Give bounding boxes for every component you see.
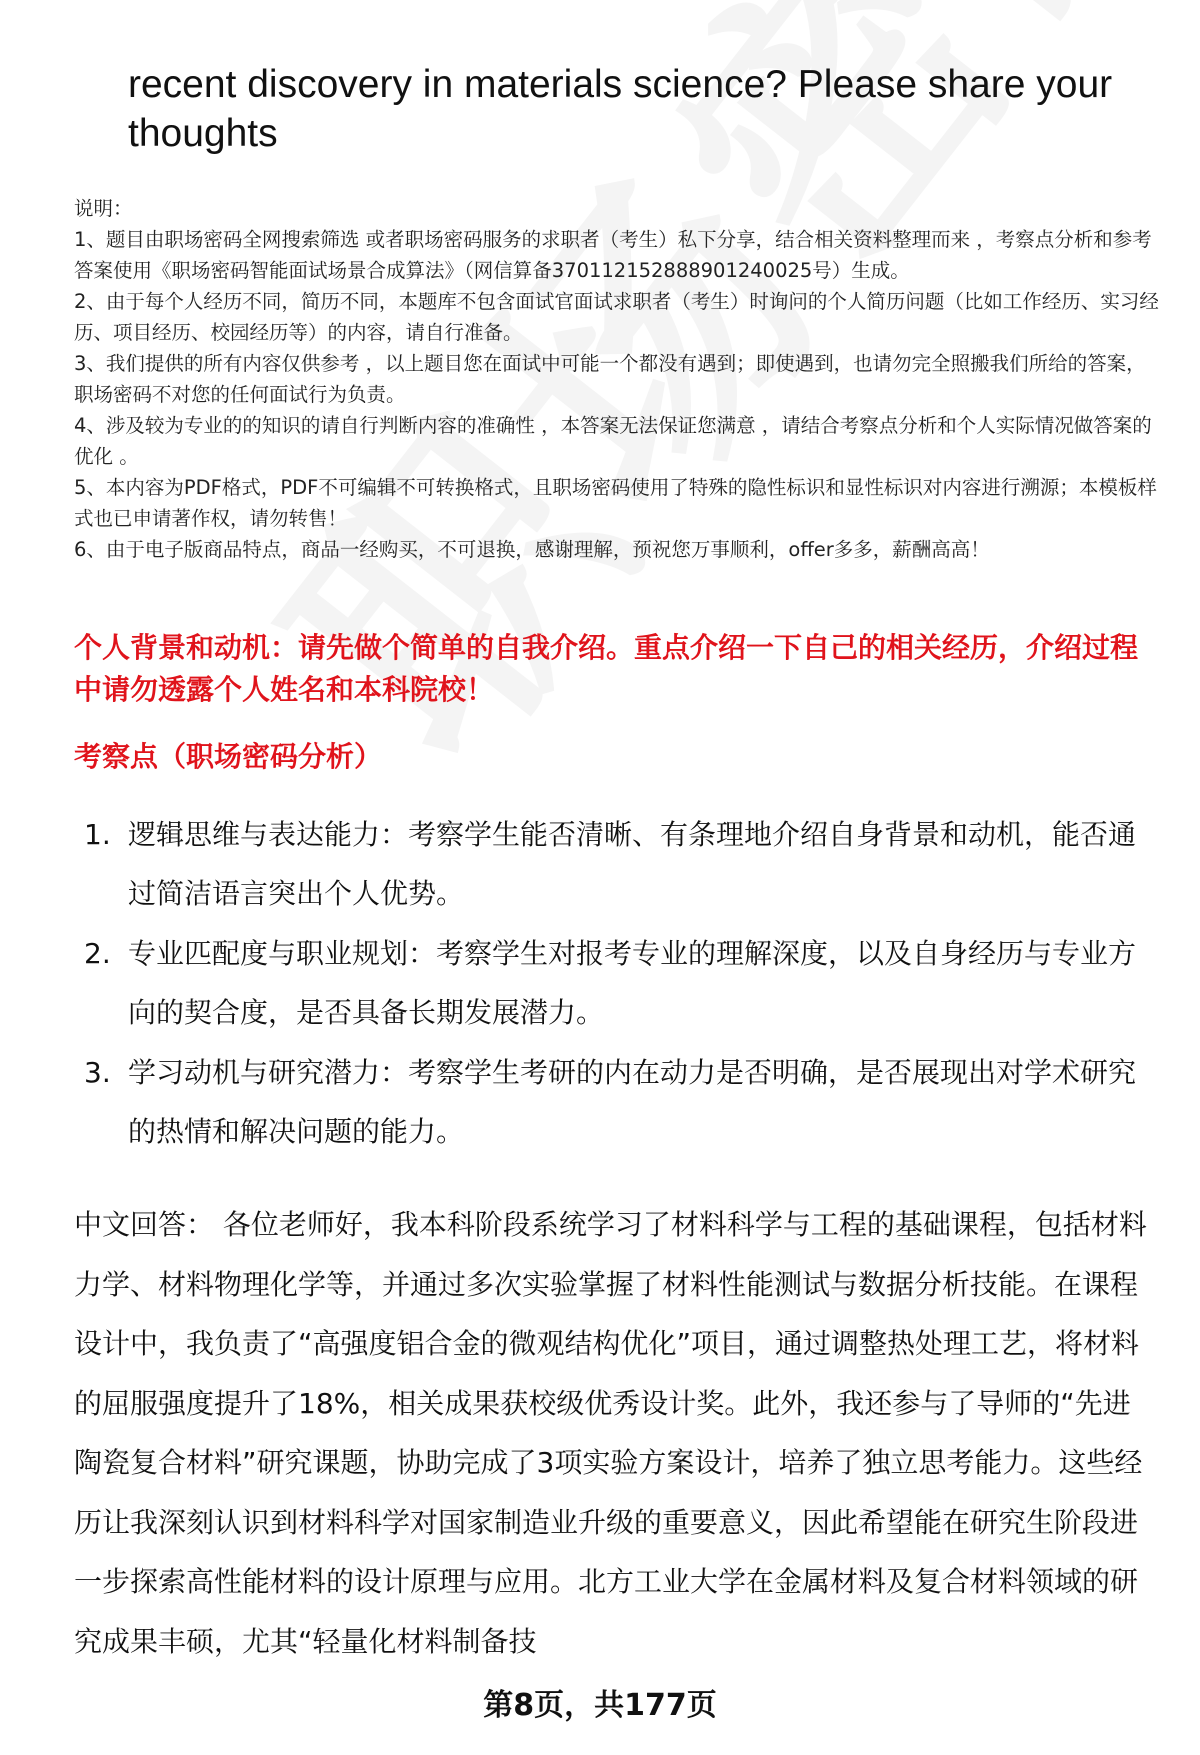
note-item: 3、我们提供的所有内容仅供参考 ，以上题目您在面试中可能一个都没有遇到；即使遇到，也请勿完全照搬我们所给的答案，职场密码不对您的任何面试行为负责。 — [74, 352, 1146, 406]
analysis-point — [84, 805, 1144, 923]
notes-title: 说明： — [74, 197, 133, 220]
section-heading: 个人背景和动机：请先做个简单的自我介绍。重点介绍一下自己的相关经历，介绍过程中请勿透露个人姓名和本科院校！ — [74, 631, 1139, 706]
note-item: 2、由于每个人经历不同，简历不同，本题库不包含面试官面试求职者（考生）时询问的个人简历问题（比如工作经历、实习经历、项目经历、校园经历等）的内容，请自行准备。 — [74, 290, 1159, 344]
answer-label: 中文回答： — [74, 1208, 215, 1241]
note-item: 4、涉及较为专业的的知识的请自行判断内容的准确性 ，本答案无法保证您满意 ，请结合考察点分析和个人实际情况做答案的优化 。 — [74, 414, 1152, 468]
point-number: 2. — [84, 937, 111, 970]
page-number: 第8页，共177页 — [483, 1688, 717, 1723]
point-number: 3. — [84, 1056, 111, 1089]
point-text: 学习动机与研究潜力：考察学生考研的内在动力是否明确，是否展现出对学术研究的热情和解决问题的能力。 — [128, 1056, 1137, 1148]
point-text: 逻辑思维与表达能力：考察学生能否清晰、有条理地介绍自身背景和动机，能否通过简洁语言突出个人优势。 — [128, 818, 1137, 910]
note-item: 5、本内容为PDF格式，PDF不可编辑不可转换格式，且职场密码使用了特殊的隐性标识和显性标识对内容进行溯源；本模板样式也已申请著作权，请勿转售！ — [74, 476, 1157, 530]
notes-block — [74, 193, 1164, 565]
answer-text: 各位老师好，我本科阶段系统学习了材料科学与工程的基础课程，包括材料力学、材料物理化学等，并通过多次实验掌握了材料性能测试与数据分析技能。在课程设计中，我负责了“高强度铝合金的微观结构优化”项目，通过调整热处理工艺，将材料的屈服强度提升了18%，相关成果获校级优秀设计奖。此外，我还参与了导师的“先进陶瓷复合材料”研究课题，协助完成了3项实验方案设计，培养了独立思考能力。这些经历让我深刻认识到材料科学对国家制造业升级的重要意义，因此希望能在研究生阶段进一步探索高性能材料的设计原理与应用。北方工业大学在金属材料及复合材料领域的研究成果丰硕，尤其“轻量化材料制备技 — [74, 1208, 1147, 1658]
analysis-points-list — [84, 805, 1144, 1162]
note-item: 6、由于电子版商品特点，商品一经购买，不可退换，感谢理解，预祝您万事顺利，offer多多，薪酬高高！ — [74, 538, 990, 561]
answer-paragraph — [74, 1195, 1154, 1671]
note-item: 1、题目由职场密码全网搜索筛选 或者职场密码服务的求职者（考生）私下分享，结合相关资料整理而来 ，考察点分析和参考答案使用《职场密码智能面试场景合成算法》（网信算备370112152888901240025号）生成。 — [74, 228, 1152, 282]
analysis-point — [84, 924, 1144, 1042]
point-number: 1. — [84, 818, 111, 851]
question-continued: recent discovery in materials science? Please share your thoughts — [128, 63, 1113, 155]
analysis-point — [84, 1043, 1144, 1161]
analysis-heading: 考察点（职场密码分析） — [74, 740, 383, 773]
point-text: 专业匹配度与职业规划：考察学生对报考专业的理解深度，以及自身经历与专业方向的契合度，是否具备长期发展潜力。 — [128, 937, 1137, 1029]
